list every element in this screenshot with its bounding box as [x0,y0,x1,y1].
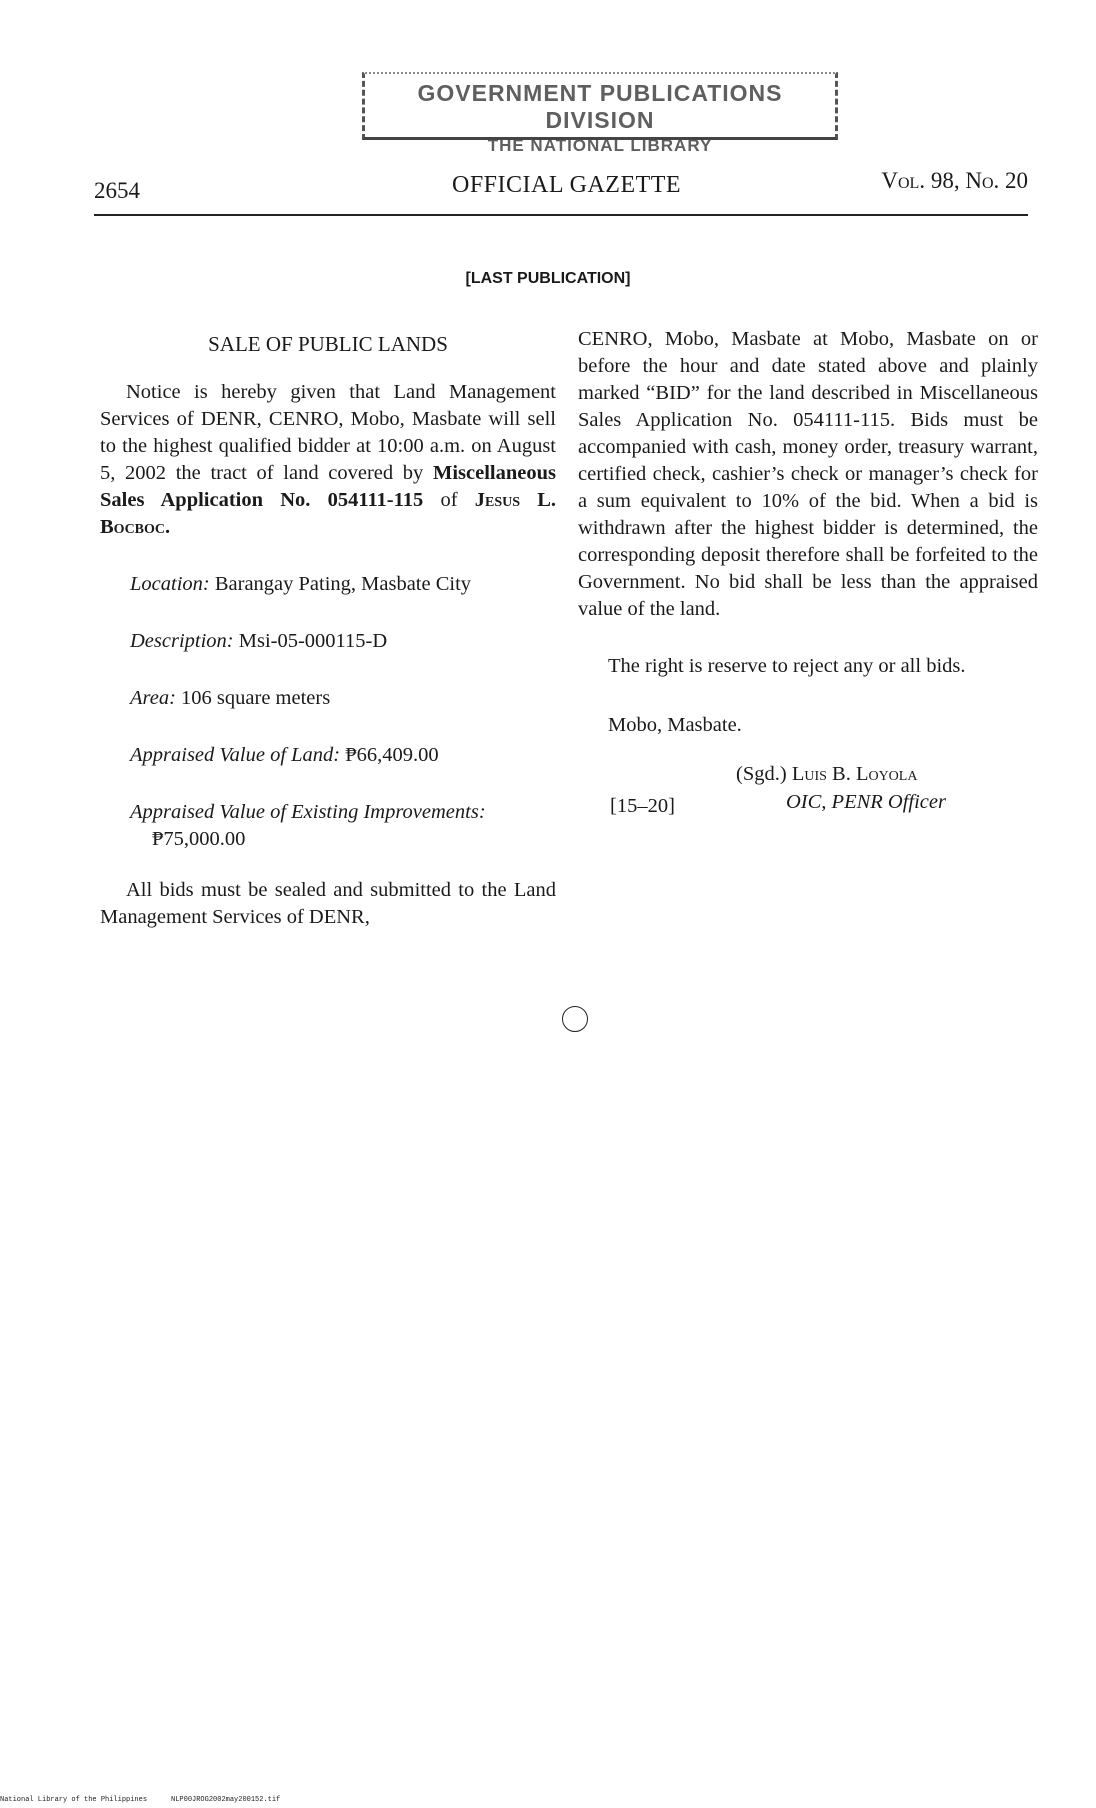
notice-intro [100,379,556,541]
bids-paragraph-right: CENRO, Mobo, Masbate at Mobo, Masbate on or before the hour and date stated above and plainly marked “BID” for the land described in Miscellaneous Sales Application No. 054111-115. Bids must be accompanied with cash, money order, treasury warrant, certified check, cashier’s check or manager’s check for a sum equivalent to 10% of the bid. When a bid is withdrawn after the highest bidder is determined, the corresponding deposit therefore shall be forfeited to the Government. No bid shall be less than the appraised value of the land. [578,328,1038,620]
footer-file: NLP00JROG2002may200152.tif [171,1796,281,1804]
page-number: 2654 [94,178,140,203]
stamp-line-1: GOVERNMENT PUBLICATIONS DIVISION [417,80,783,133]
volume-number: Vol. 98, No. 20 [881,168,1028,193]
area-label: Area: [130,687,176,709]
intro-text: Notice is hereby given that Land Management Services of DENR, CENRO, Mobo, Masbate will sell to the highest qualified bidder at 10:00 a.m. on August 5, 2002 the tract of land covered by [100,381,556,484]
notice-title: SALE OF PUBLIC LANDS [208,332,448,356]
right-column [578,326,1038,833]
description-label: Description: [130,630,234,652]
applicant-name: Jesus L. Bocboc. [100,489,557,538]
signatory-title: OIC, PENR Officer [786,791,946,813]
intro-of: of [440,489,458,511]
signatory [736,763,917,786]
improvements-value: ₱75,000.00 [152,828,246,850]
stamp-line-2: THE NATIONAL LIBRARY [487,136,713,155]
reserve-statement: The right is reserve to reject any or all bids. [608,655,966,677]
header-rule [94,214,1028,216]
place-line: Mobo, Masbate. [608,714,742,736]
footer-library: National Library of the Philippines [0,1796,148,1804]
improvements-field [130,799,556,853]
land-value-label: Appraised Value of Land: [130,744,341,766]
description-field [130,628,556,655]
publication-tag: [LAST PUBLICATION] [465,270,631,287]
library-stamp [362,72,838,155]
description-value: Msi-05-000115-D [238,630,388,652]
signatory-name: Luis B. Loyola [791,763,918,785]
signature-block [578,763,1038,833]
improvements-label: Appraised Value of Existing Improvements: [130,801,486,823]
land-value: ₱66,409.00 [345,744,439,766]
area-field [130,685,556,712]
signed-mark: (Sgd.) [736,763,787,785]
publication-reference: [15–20] [610,795,675,817]
location-label: Location: [130,573,210,595]
left-column [100,332,556,931]
land-value-field [130,742,556,769]
end-circle-mark [562,1006,588,1032]
location-field [130,571,556,598]
bids-paragraph-left: All bids must be sealed and submitted to the Land Management Services of DENR, [100,879,556,928]
application-number: Miscellaneous Sales Application No. 054111-115 [100,462,556,511]
area-value: 106 square meters [181,687,331,709]
gazette-title: OFFICIAL GAZETTE [452,172,682,198]
scan-footer [0,1796,280,1804]
location-value: Barangay Pating, Masbate City [214,573,472,595]
